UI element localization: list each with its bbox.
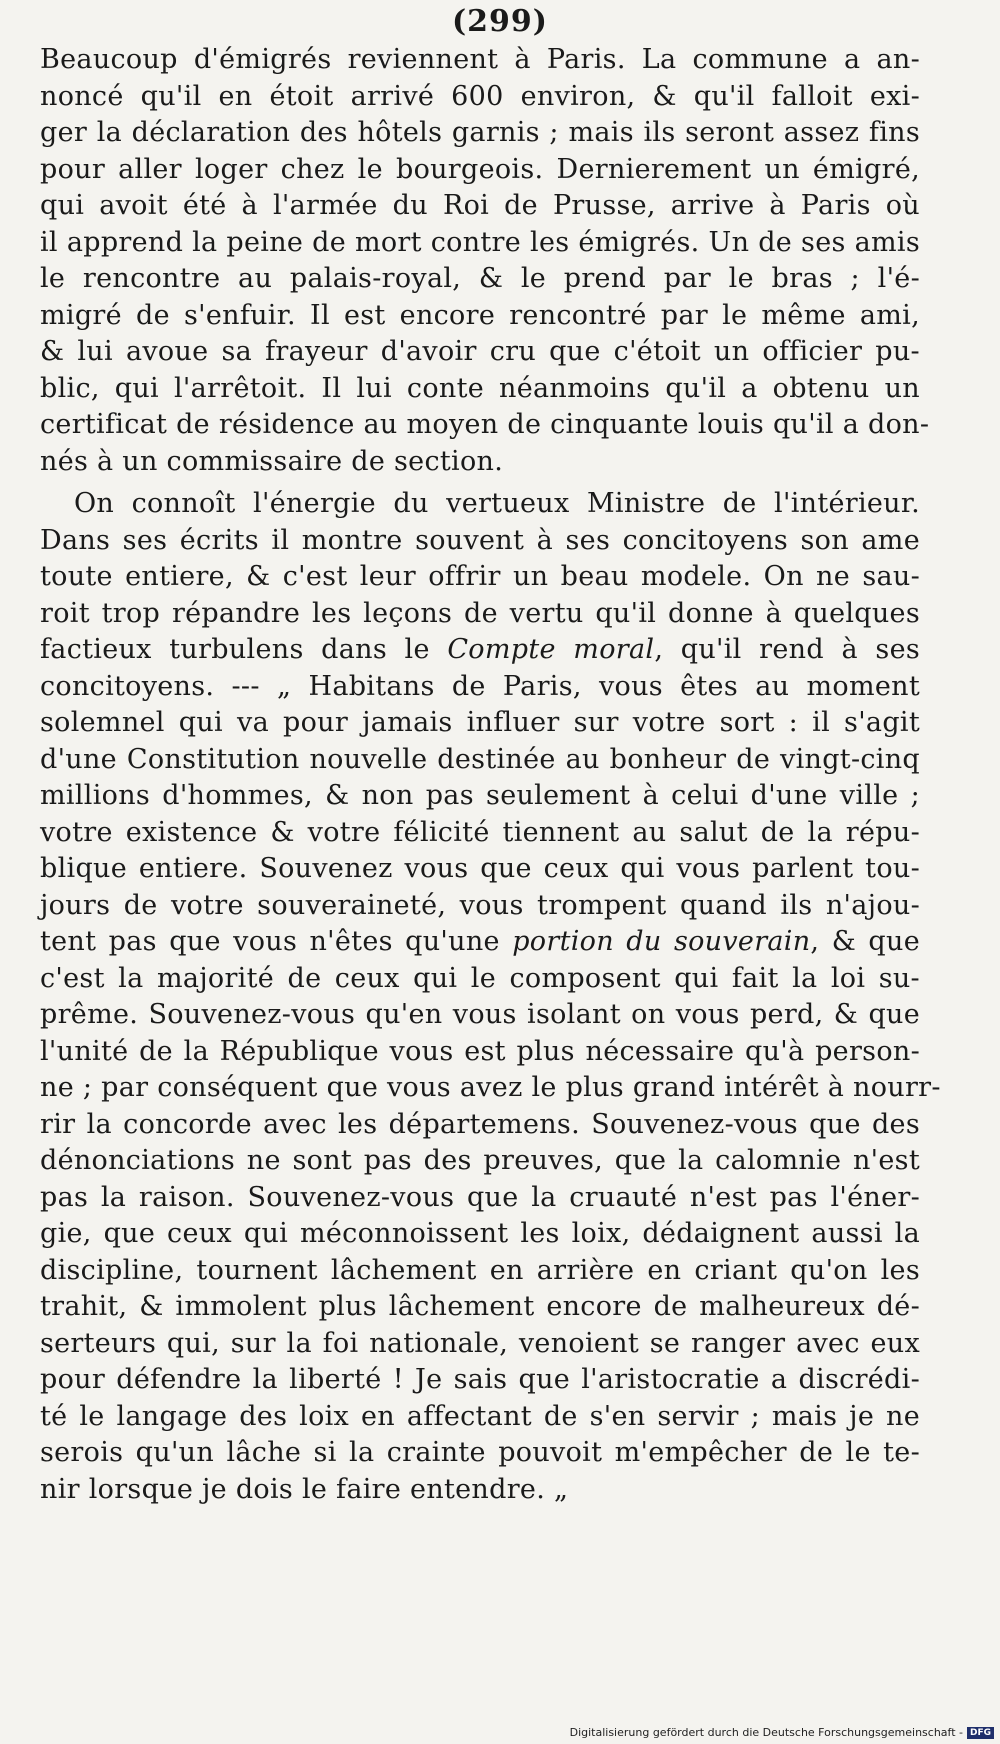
body-text (40, 42, 941, 1508)
text-line: le rencontre au palais-royal, & le prend par le bras ; l'é- (40, 263, 920, 294)
text-line: millions d'hommes, & non pas seulement à celui d'une ville ; (40, 780, 920, 811)
text-line (40, 924, 920, 961)
text-segment: factieux turbulens dans le (40, 634, 448, 665)
paragraph-2 (40, 486, 941, 1508)
page-number: (299) (451, 4, 548, 39)
text-line: blique entiere. Souvenez vous que ceux qui vous parlent tou- (40, 853, 920, 884)
text-line: gie, que ceux qui méconnoissent les loix, dédaignent aussi la (40, 1218, 920, 1249)
text-line: On connoît l'énergie du vertueux Ministre de l'intérieur. (74, 488, 920, 519)
text-line: serois qu'un lâche si la crainte pouvoit m'empêcher de le te- (40, 1437, 920, 1468)
text-segment: , & que (810, 926, 920, 957)
text-line: il apprend la peine de mort contre les émigrés. Un de ses amis (40, 226, 920, 258)
digitization-footer (570, 1726, 994, 1739)
text-line: solemnel qui va pour jamais influer sur votre sort : il s'agit (40, 707, 920, 738)
text-line: discipline, tournent lâchement en arrière en criant qu'on les (40, 1254, 920, 1286)
text-line: pour défendre la liberté ! Je sais que l'aristocratie a discrédi- (40, 1364, 920, 1395)
footer-text: Digitalisierung gefördert durch die Deutsche Forschungsgemeinschaft - (569, 1726, 963, 1739)
text-line: qui avoit été à l'armée du Roi de Prusse, arrive à Paris où (40, 190, 920, 221)
text-line: Dans ses écrits il montre souvent à ses concitoyens son ame (40, 524, 920, 556)
text-line (40, 632, 920, 669)
text-line: té le langage des loix en affectant de s'en servir ; mais je ne (40, 1400, 920, 1432)
text-line: migré de s'enfuir. Il est encore rencontré par le même ami, (40, 299, 920, 331)
text-line: & lui avoue sa frayeur d'avoir cru que c'étoit un officier pu- (40, 336, 920, 367)
text-line: pour aller loger chez le bourgeois. Dernierement un émigré, (40, 153, 920, 185)
text-line: noncé qu'il en étoit arrivé 600 environ, & qu'il falloit exi- (40, 80, 920, 112)
text-segment: tent pas que vous n'êtes qu'une (40, 926, 513, 957)
text-line: serteurs qui, sur la foi nationale, venoient se ranger avec eux (40, 1327, 920, 1359)
text-line: ne ; par conséquent que vous avez le plus grand intérêt à nourr- (40, 1072, 941, 1103)
italic-phrase: portion du souverain (512, 926, 811, 957)
text-line: toute entiere, & c'est leur offrir un beau modele. On ne sau- (40, 561, 920, 592)
text-line: Beaucoup d'émigrés reviennent à Paris. La commune a an- (40, 44, 920, 75)
text-line: d'une Constitution nouvelle destinée au bonheur de vingt-cinq (40, 743, 920, 775)
text-line: concitoyens. --- „ Habitans de Paris, vous êtes au moment (40, 670, 920, 702)
text-line: trahit, & immolent plus lâchement encore de malheureux dé- (40, 1291, 920, 1322)
text-line: c'est la majorité de ceux qui le composent qui fait la loi su- (40, 962, 920, 994)
text-line: certificat de résidence au moyen de cinquante louis qu'il a don- (40, 409, 930, 440)
paragraph-1 (40, 42, 930, 480)
text-segment: , qu'il rend à ses (654, 634, 921, 665)
text-line: roit trop répandre les leçons de vertu qu'il donne à quelques (40, 597, 920, 629)
text-line: l'unité de la République vous est plus nécessaire qu'à person- (40, 1035, 920, 1067)
text-line: jours de votre souveraineté, vous trompent quand ils n'ajou- (40, 889, 920, 921)
text-line: pas la raison. Souvenez-vous que la cruauté n'est pas l'éner- (40, 1181, 920, 1213)
text-line: nés à un commissaire de section. (40, 445, 504, 477)
italic-title: Compte moral (447, 634, 655, 665)
text-line: prême. Souvenez-vous qu'en vous isolant on vous perd, & que (40, 999, 920, 1030)
text-line: rir la concorde avec les départemens. Souvenez-vous que des (40, 1108, 920, 1140)
dfg-logo: DFG (967, 1727, 994, 1739)
text-line: blic, qui l'arrêtoit. Il lui conte néanmoins qu'il a obtenu un (40, 372, 920, 404)
text-line: ger la déclaration des hôtels garnis ; mais ils seront assez fins (40, 117, 920, 148)
text-line: votre existence & votre félicité tiennent au salut de la répu- (40, 816, 920, 848)
text-line: dénonciations ne sont pas des preuves, que la calomnie n'est (40, 1145, 920, 1176)
text-line: nir lorsque je dois le faire entendre. „ (40, 1473, 569, 1505)
